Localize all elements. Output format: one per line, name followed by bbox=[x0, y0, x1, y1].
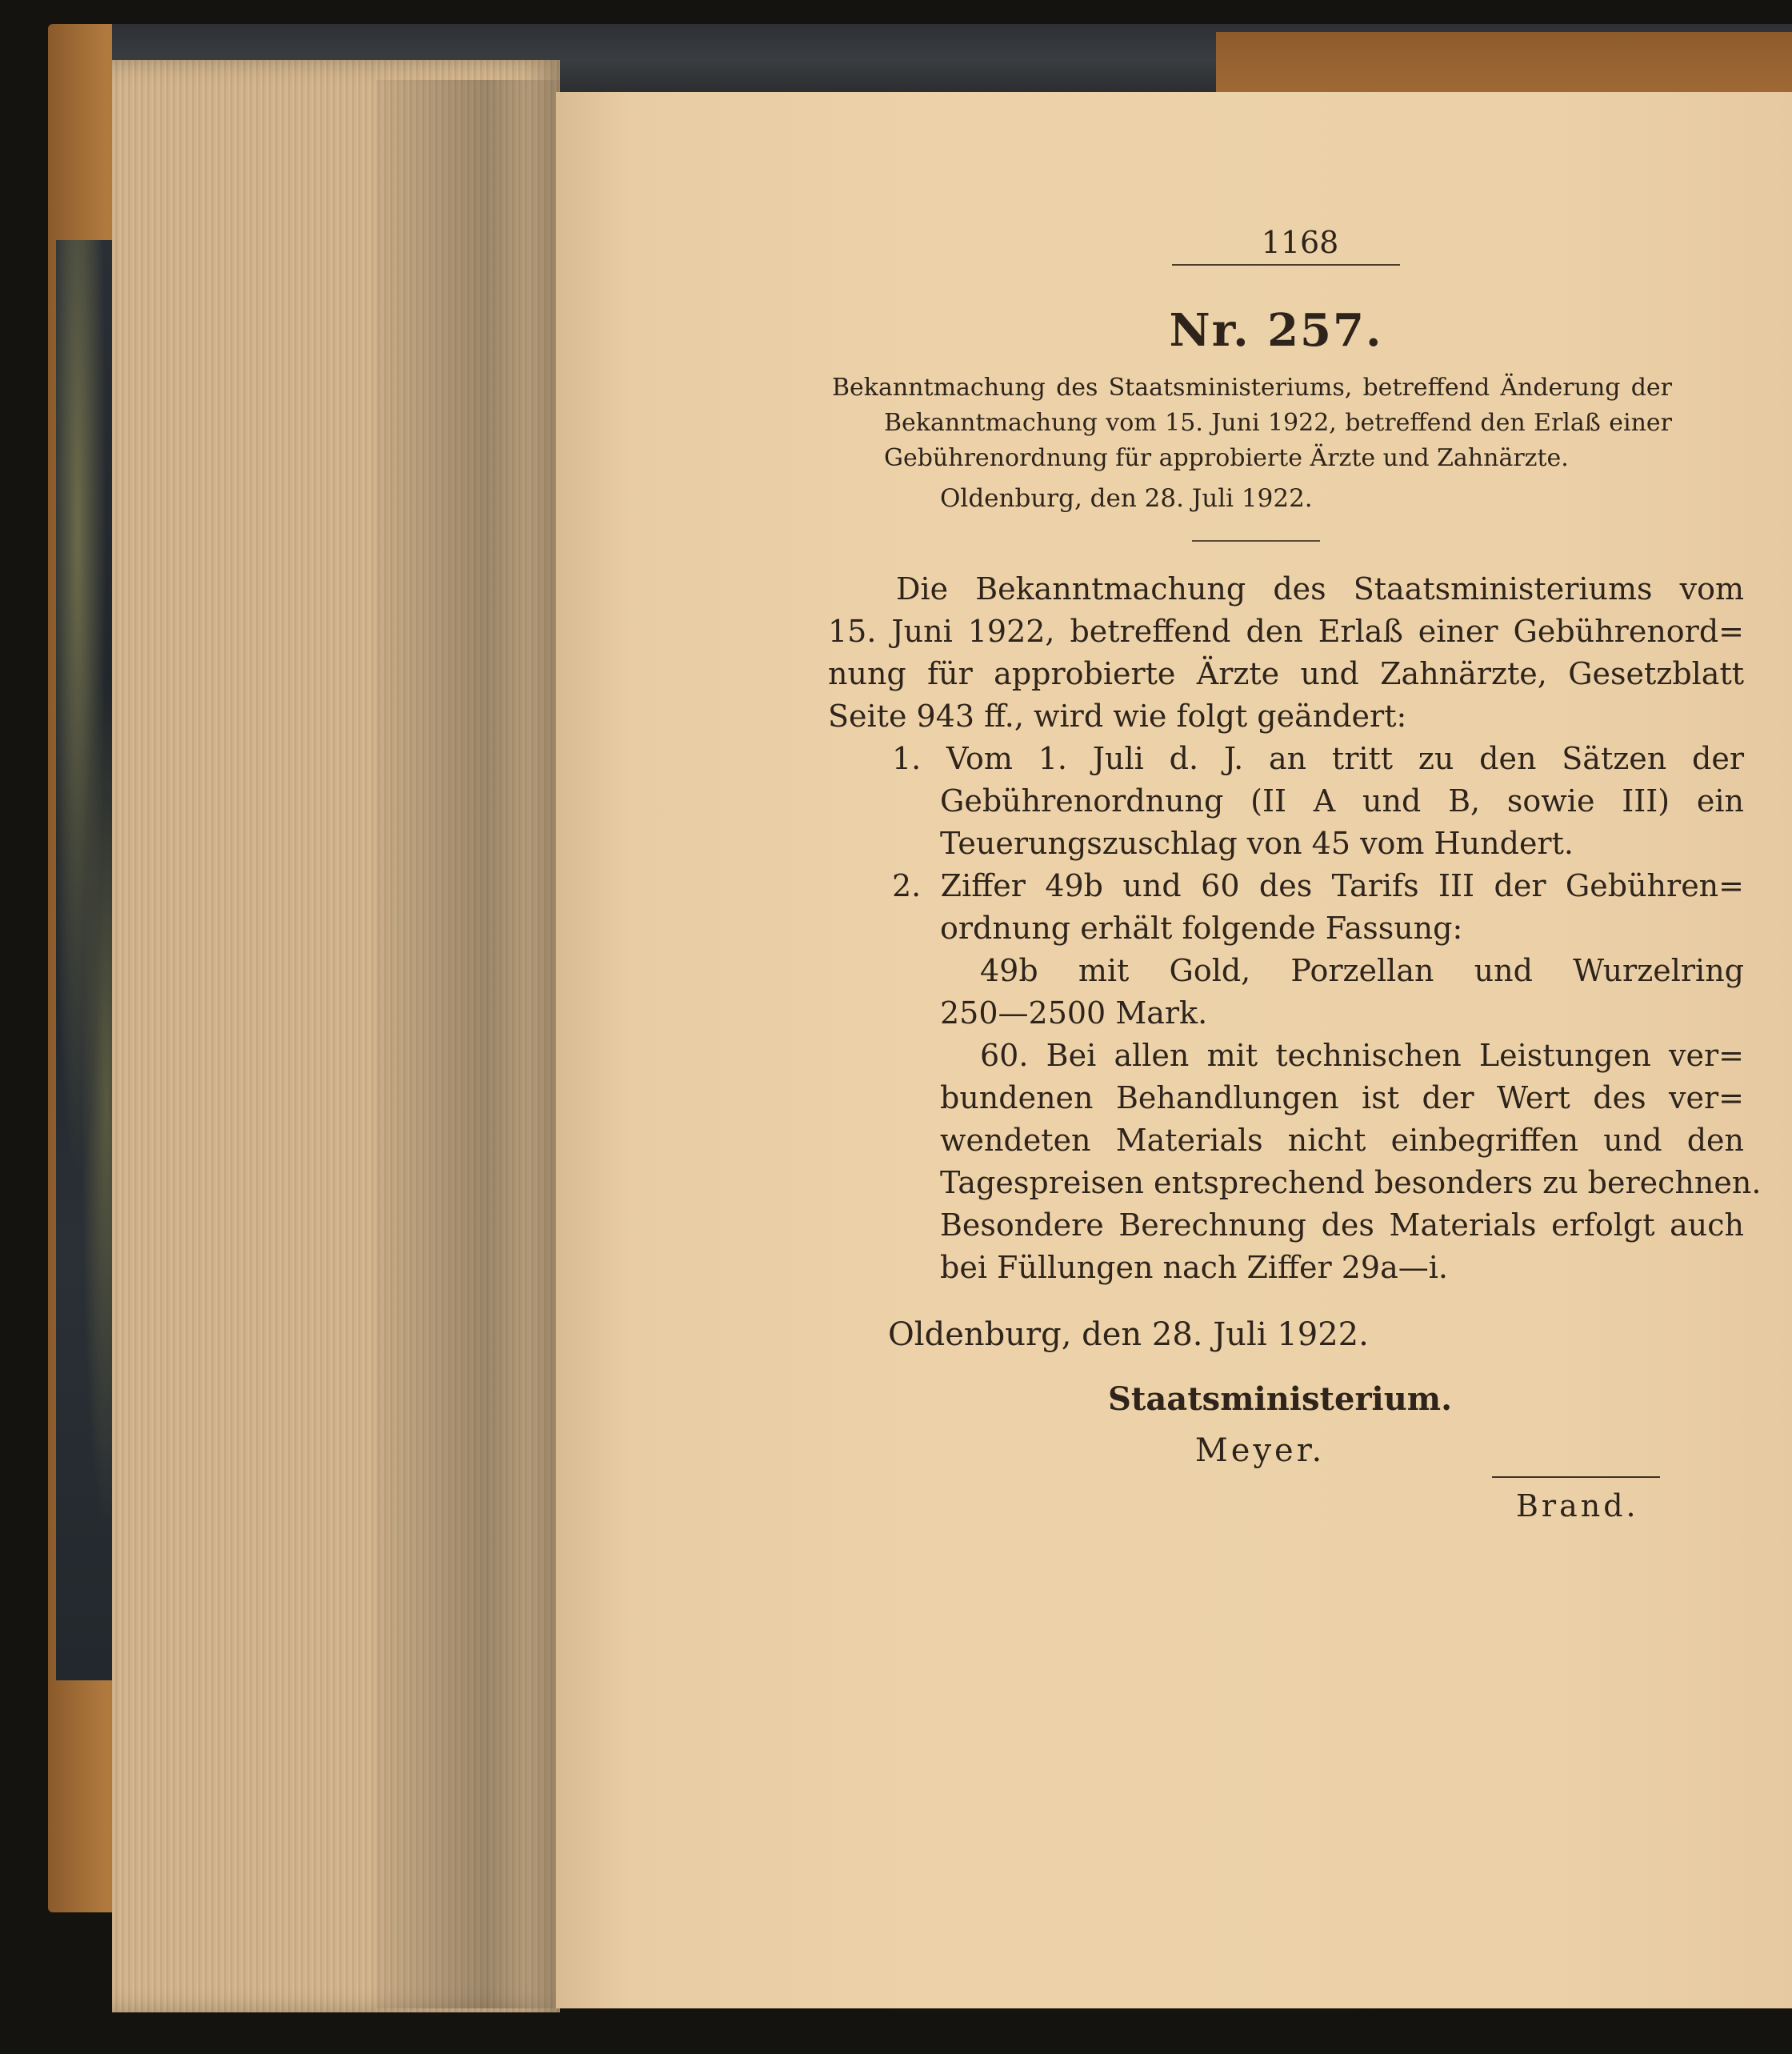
book-page bbox=[556, 92, 1792, 2008]
item-1-line-2: Gebührenordnung (II A und B, sowie III) ein bbox=[940, 783, 1744, 819]
page-number: 1168 bbox=[1261, 225, 1339, 260]
sub-60-line-2: bundenen Behandlungen ist der Wert des ver= bbox=[940, 1080, 1744, 1115]
signature-meyer: Meyer. bbox=[1194, 1432, 1326, 1469]
title-date-line: Oldenburg, den 28. Juli 1922. bbox=[940, 484, 1313, 513]
sub-60-line-5: Besondere Berechnung des Materials erfolgt auch bbox=[940, 1207, 1744, 1243]
ministry-heading: Staatsministerium. bbox=[1108, 1380, 1453, 1418]
closing-place-date: Oldenburg, den 28. Juli 1922. bbox=[888, 1316, 1369, 1353]
item-2-line-2: ordnung erhält folgende Fassung: bbox=[940, 911, 1463, 946]
page-edges-shadow bbox=[376, 80, 560, 2008]
sub-60-line-1: 60. Bei allen mit technischen Leistungen ver= bbox=[980, 1038, 1744, 1073]
sub-60-line-4: Tagespreisen entsprechend besonders zu berechnen. bbox=[940, 1165, 1762, 1200]
page-number-rule bbox=[1172, 264, 1400, 266]
item-2-line-1: 2. Ziffer 49b und 60 des Tarifs III der Gebühren= bbox=[892, 868, 1744, 903]
item-1-line-1: 1. Vom 1. Juli d. J. an tritt zu den Sätzen der bbox=[892, 741, 1744, 776]
signature-rule bbox=[1492, 1476, 1660, 1478]
signature-brand: Brand. bbox=[1516, 1488, 1639, 1523]
book-cover-top-leather bbox=[1216, 32, 1792, 96]
sub-49b-line-1: 49b mit Gold, Porzellan und Wurzelring bbox=[980, 953, 1744, 988]
body-line-3: nung für approbierte Ärzte und Zahnärzte, Gesetzblatt bbox=[828, 656, 1744, 691]
section-divider bbox=[1192, 540, 1320, 542]
title-line-1: Bekanntmachung des Staatsministeriums, betreffend Änderung der bbox=[832, 374, 1672, 402]
title-line-3: Gebührenordnung für approbierte Ärzte und Zahnärzte. bbox=[884, 444, 1569, 472]
document-number: Nr. 257. bbox=[1169, 304, 1383, 357]
body-line-2: 15. Juni 1922, betreffend den Erlaß einer Gebührenord= bbox=[828, 614, 1744, 649]
body-line-1: Die Bekanntmachung des Staatsministeriums vom bbox=[896, 571, 1744, 607]
sub-49b-line-2: 250—2500 Mark. bbox=[940, 995, 1208, 1031]
sub-60-line-6: bei Füllungen nach Ziffer 29a—i. bbox=[940, 1250, 1448, 1285]
sub-60-line-3: wendeten Materials nicht einbegriffen und den bbox=[940, 1123, 1744, 1158]
title-line-2: Bekanntmachung vom 15. Juni 1922, betreffend den Erlaß einer bbox=[884, 409, 1672, 437]
item-1-line-3: Teuerungszuschlag von 45 vom Hundert. bbox=[940, 826, 1574, 861]
body-line-4: Seite 943 ff., wird wie folgt geändert: bbox=[828, 699, 1407, 734]
